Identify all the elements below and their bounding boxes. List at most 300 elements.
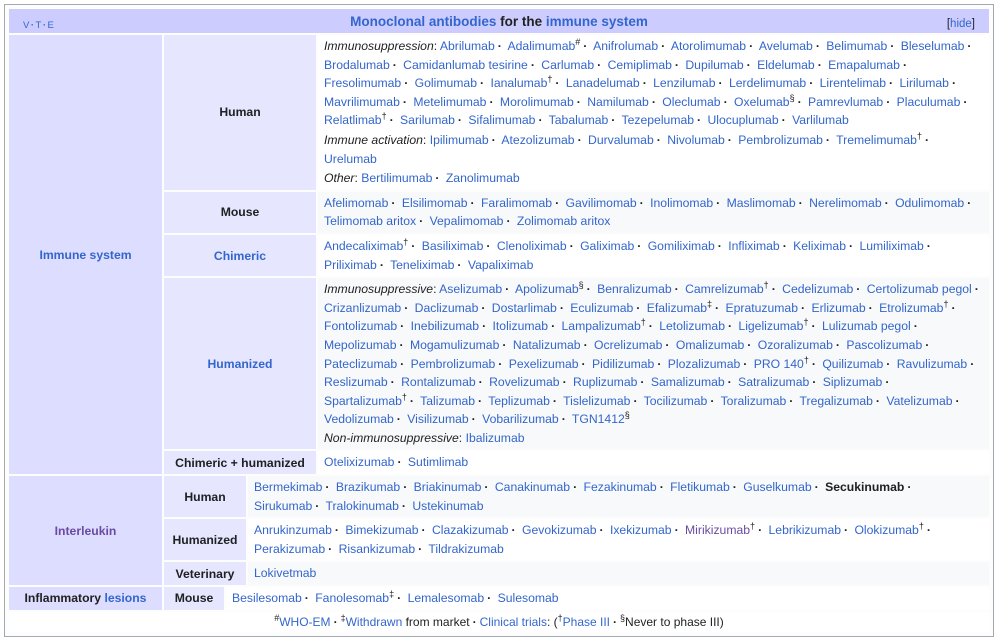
antibody-link[interactable]: Canakinumab (494, 480, 571, 495)
separator: · (472, 614, 477, 629)
antibody-link[interactable]: Placulumab (896, 94, 961, 109)
antibody-link[interactable]: Atezolizumab (501, 132, 575, 147)
antibody-link[interactable]: Mepolizumab (324, 337, 397, 352)
antibody-link[interactable]: Sutimlimab (407, 455, 469, 470)
antibody-link[interactable]: Lenzilumab (653, 76, 716, 91)
antibody-link[interactable]: Fontolizumab (324, 319, 398, 334)
separator: · (782, 238, 787, 253)
antibody-link[interactable]: Lirentelimab (819, 76, 887, 91)
antibody-link[interactable]: Golimumab (414, 76, 477, 91)
antibody-link[interactable]: Afelimomab (324, 195, 389, 210)
antibody-link[interactable]: Reslizumab (324, 375, 388, 390)
antibody-link[interactable]: Oleclumab (662, 94, 721, 109)
antibody-link[interactable]: Vapaliximab (467, 257, 534, 272)
antibody-link[interactable]: Varlilumab (792, 113, 849, 128)
separator: · (390, 375, 395, 390)
separator: · (482, 319, 487, 334)
separator: · (657, 356, 662, 371)
antibody-link[interactable]: Visilizumab (407, 412, 469, 427)
other-items (361, 171, 519, 185)
separator: · (538, 113, 543, 128)
antibody-link[interactable]: Sarilumab (400, 113, 455, 128)
antibody-link[interactable]: Briakinumab (413, 480, 482, 495)
antibody-link[interactable]: Gevokizumab (521, 523, 597, 538)
antibody-link[interactable]: Ipilimumab (429, 132, 489, 147)
separator: · (743, 356, 748, 371)
separator: · (484, 480, 489, 495)
footnote-marker: ‡ (707, 298, 713, 309)
footnote-marker: § (624, 410, 630, 421)
separator: · (559, 300, 564, 315)
non-immunosuppressive-label: Non-immunosuppressive (324, 430, 459, 445)
separator: · (747, 337, 752, 352)
separator: · (530, 57, 535, 72)
separator: · (581, 356, 586, 371)
antibody-link[interactable]: Nerelimomab (809, 195, 882, 210)
subgroup-il-human: Human (162, 476, 246, 519)
separator: · (718, 76, 723, 91)
separator: · (397, 591, 402, 606)
phase-iii-link[interactable]: Phase III (562, 614, 611, 629)
hide-link[interactable]: hide (950, 18, 972, 30)
antibody-link[interactable]: Pembrolizumab (738, 132, 823, 147)
immunosuppressive-label: Immunosuppressive (324, 282, 434, 297)
antibody-link[interactable]: Natalizumab (512, 337, 581, 352)
immune-system-link[interactable]: immune system (545, 13, 648, 29)
antibody-link[interactable]: Brazikumab (335, 480, 401, 495)
separator: · (573, 480, 578, 495)
separator: · (481, 300, 486, 315)
clinical-trials-link[interactable]: Clinical trials (479, 614, 547, 629)
separator: · (325, 480, 330, 495)
antibody-link[interactable]: Tildrakizumab (428, 541, 504, 556)
subgroup-lesions-mouse: Mouse (162, 587, 224, 610)
subgroup-humanized (164, 278, 316, 449)
antibody-link[interactable]: Ravulizumab (896, 356, 968, 371)
separator: · (457, 257, 462, 272)
separator: · (506, 214, 511, 229)
separator: · (478, 393, 483, 408)
human-list (318, 35, 989, 190)
antibody-link[interactable]: Tocilizumab (643, 393, 708, 408)
antibody-link[interactable]: Relatlimab (324, 113, 382, 128)
antibody-link[interactable]: Cedelizumab (782, 282, 854, 297)
mouse-list (318, 192, 989, 233)
separator: · (569, 238, 574, 253)
antibody-link[interactable]: Atorolimumab (670, 39, 747, 53)
antibody-link[interactable]: Daclizumab (414, 300, 479, 315)
antibody-link[interactable]: Otelixizumab (324, 455, 395, 470)
antibody-link[interactable]: Abrilumab (439, 39, 495, 53)
separator: · (402, 94, 407, 109)
who-em-link[interactable]: WHO-EM (279, 614, 331, 629)
separator: · (661, 39, 666, 53)
phase3-symbol: † (557, 612, 563, 623)
current-page-item: Secukinumab (825, 480, 905, 495)
separator: · (886, 356, 891, 371)
separator: · (951, 76, 956, 91)
antibody-link[interactable]: Ocrelizumab (594, 337, 663, 352)
separator: · (401, 498, 406, 513)
separator: · (814, 480, 819, 495)
antibody-link[interactable]: Inolimomab (650, 195, 714, 210)
antibody-link[interactable]: Etrolizumab (879, 300, 944, 315)
antibody-link[interactable]: Sulesomab (497, 591, 559, 606)
antibody-link[interactable]: Galiximab (580, 238, 635, 253)
edit-template-link[interactable]: E (47, 20, 55, 31)
antibody-link[interactable]: Fezakinumab (583, 480, 657, 495)
other-line: Other: Bertilimumab · Zanolimumab (324, 171, 520, 186)
il-humanized-items (254, 523, 934, 556)
separator: · (613, 614, 618, 629)
antibody-link[interactable]: Siplizumab (822, 375, 883, 390)
antibody-link[interactable]: Teneliximab (390, 257, 455, 272)
antibody-link[interactable]: Zanolimumab (445, 171, 520, 186)
antibody-link[interactable]: Bleselumab (900, 39, 965, 53)
antibody-link[interactable]: Vepalimomab (429, 214, 504, 229)
antibody-link[interactable]: Pidilizumab (591, 356, 655, 371)
subgroup-chimeric (164, 235, 316, 276)
antibody-link[interactable]: Tralokinumab (325, 498, 399, 513)
antibody-link[interactable]: Oxelumab (734, 94, 790, 109)
antibody-link[interactable]: Dostarlimab (491, 300, 557, 315)
separator: · (404, 76, 409, 91)
antibody-link[interactable]: Lumiliximab (859, 238, 924, 253)
antibody-link[interactable]: Lemalesomab (407, 591, 485, 606)
il-humanized-list (246, 519, 989, 562)
antibody-link[interactable]: Efalizumab (646, 300, 708, 315)
antibody-link[interactable]: Pascolizumab (846, 337, 923, 352)
antibody-link[interactable]: Lokivetmab (254, 566, 317, 581)
antibody-link[interactable]: Zolimomab aritox (516, 214, 611, 229)
separator: · (418, 541, 423, 556)
separator: · (334, 523, 339, 538)
antibody-link[interactable]: Tremelimumab (836, 132, 917, 147)
antibody-link[interactable]: Spartalizumab (324, 393, 402, 408)
separator: · (727, 375, 732, 390)
antibody-link[interactable]: Sirukumab (254, 498, 313, 513)
separator: · (811, 319, 816, 334)
other-label: Other (324, 171, 355, 186)
antibody-link[interactable]: Pexelizumab (508, 356, 579, 371)
antibody-link[interactable]: Metelimumab (413, 94, 487, 109)
separator: · (771, 282, 776, 297)
antibody-link[interactable]: Rontalizumab (401, 375, 476, 390)
antibody-link[interactable]: Fanolesomab (315, 591, 390, 606)
separator: · (815, 39, 820, 53)
mouse-items (324, 196, 974, 229)
antibody-link[interactable]: Brodalumab (324, 57, 390, 72)
antibody-link[interactable]: Camrelizumab (685, 282, 764, 297)
immunosuppression-label: Immunosuppression (324, 39, 434, 53)
antibody-link[interactable]: Clazakizumab (431, 523, 509, 538)
separator: · (562, 375, 567, 390)
antibody-link[interactable]: Morolimumab (499, 94, 574, 109)
separator: · (727, 319, 733, 334)
footnote-marker: † (763, 280, 769, 291)
antibody-link[interactable]: PRO 140 (753, 356, 804, 371)
interleukin-section (9, 476, 989, 585)
antibody-link[interactable]: Basiliximab (421, 238, 484, 253)
separator: · (890, 39, 895, 53)
antibody-link[interactable]: Infliximab (728, 238, 780, 253)
separator: · (551, 319, 556, 334)
separator: · (400, 356, 405, 371)
footnote-marker: † (918, 521, 924, 532)
antibody-link[interactable]: Mogamulizumab (409, 337, 500, 352)
separator: · (955, 393, 960, 408)
separator: · (715, 300, 720, 315)
separator: · (640, 375, 645, 390)
antibody-link[interactable]: Eldelumab (757, 57, 815, 72)
group-immune-system (9, 35, 162, 474)
separator: · (648, 319, 653, 334)
antibody-link[interactable]: Satralizumab (738, 375, 810, 390)
antibody-link[interactable]: Ruplizumab (573, 375, 638, 390)
subgroup-chimeric-humanized: Chimeric + humanized (164, 451, 316, 474)
antibody-link[interactable]: Anrukinzumab (254, 523, 332, 538)
antibody-link[interactable]: Odulimomab (895, 195, 965, 210)
never-phase3-text: Never to phase III (625, 614, 720, 629)
subgroup-human: Human (164, 35, 316, 190)
talk-template-link[interactable]: T (35, 20, 42, 31)
group-interleukin (9, 476, 162, 585)
antibody-link[interactable]: Belimumab (826, 39, 888, 53)
il-human-list (246, 476, 989, 519)
antibody-link[interactable]: Adalimumab (507, 39, 576, 53)
separator: · (856, 282, 861, 297)
antibody-link[interactable]: Plozalizumab (667, 356, 741, 371)
separator: · (848, 238, 854, 253)
lesions-mouse-items (232, 588, 559, 606)
separator: · (637, 238, 642, 253)
antibody-link[interactable]: Eculizumab (570, 300, 634, 315)
separator: · (489, 94, 494, 109)
antibody-link[interactable]: Teplizumab (488, 393, 550, 408)
humanized-link[interactable]: Humanized (207, 356, 273, 371)
antibody-link[interactable]: Ozoralizumab (757, 337, 833, 352)
antibody-link[interactable]: Mirikizumab (685, 523, 751, 538)
separator: · (716, 195, 721, 210)
antibody-link[interactable]: Tabalumab (548, 113, 609, 128)
antibody-link[interactable]: Olokizumab (854, 523, 919, 538)
separator: · (798, 195, 803, 210)
antibody-link[interactable]: Bimekizumab (345, 523, 419, 538)
separator: · (967, 195, 972, 210)
withdrawn-link[interactable]: Withdrawn (345, 614, 403, 629)
antibody-link[interactable]: Gavilimomab (565, 195, 637, 210)
antibody-link[interactable]: Itolizumab (492, 319, 549, 334)
antibody-link[interactable]: Ixekizumab (609, 523, 672, 538)
separator: · (844, 523, 849, 538)
separator: · (723, 94, 728, 109)
antibody-link[interactable]: Perakizumab (254, 541, 326, 556)
separator: · (811, 356, 816, 371)
antibody-link[interactable]: Tislelizumab (563, 393, 631, 408)
antibody-link[interactable]: Bermekimab (254, 480, 323, 495)
antibody-link[interactable]: Mavrilimumab (324, 94, 400, 109)
immune-activation-label: Immune activation (324, 132, 423, 147)
antibody-link[interactable]: Dupilumab (685, 57, 744, 72)
antibody-link[interactable]: Ustekinumab (412, 498, 484, 513)
antibody-link[interactable]: Lampalizumab (561, 319, 641, 334)
separator: · (886, 94, 891, 109)
antibody-link[interactable]: Vatelizumab (886, 393, 953, 408)
antibody-link[interactable]: Risankizumab (338, 541, 416, 556)
antibody-link[interactable]: Crizanlizumab (324, 300, 402, 315)
antibody-link[interactable]: Lerdelimumab (728, 76, 807, 91)
separator: · (758, 523, 763, 538)
separator: · (471, 412, 476, 427)
antibody-link[interactable]: Faralimomab (480, 195, 553, 210)
antibody-link[interactable]: Epratuzumab (725, 300, 798, 315)
antibody-link[interactable]: Ianalumab (490, 76, 548, 91)
lesions-link[interactable]: lesions (104, 591, 147, 606)
antibody-link[interactable]: Pembrolizumab (410, 356, 496, 371)
antibody-link[interactable]: Tregalizumab (799, 393, 873, 408)
antibody-link[interactable]: Ligelizumab (738, 319, 804, 334)
antibody-link[interactable]: TGN1412 (571, 412, 625, 427)
separator: · (868, 300, 873, 315)
antibody-link[interactable]: Certolizumab pegol (866, 282, 972, 297)
view-template-link[interactable]: V (23, 20, 30, 31)
withdrawn-symbol: ‡ (340, 612, 346, 623)
navbox-monoclonal-antibodies-immune (4, 4, 994, 637)
antibody-link[interactable]: Durvalumab (588, 132, 654, 147)
antibody-link[interactable]: Rovelizumab (489, 375, 560, 390)
monoclonal-antibodies-link[interactable]: Monoclonal antibodies (350, 13, 497, 29)
antibody-link[interactable]: Vedolizumab (324, 412, 394, 427)
antibody-link[interactable]: Camidanlumab tesirine (403, 57, 528, 72)
subgroup-il-humanized: Humanized (162, 519, 246, 562)
antibody-link[interactable]: Erlizumab (811, 300, 866, 315)
antibody-link[interactable]: Gomiliximab (647, 238, 715, 253)
hide-toggle[interactable]: [hide] (946, 18, 975, 30)
footnote-marker: ‡ (389, 588, 395, 599)
antibody-link[interactable]: Nivolumab (667, 132, 725, 147)
separator: · (875, 393, 880, 408)
humanized-list (318, 278, 989, 449)
footnote-marker: § (578, 280, 584, 291)
footnote-marker: † (403, 236, 409, 247)
antibody-link[interactable]: Priliximab (324, 257, 377, 272)
antibody-link[interactable]: Elsilimomab (401, 195, 468, 210)
antibody-link[interactable]: Benralizumab (597, 282, 672, 297)
separator: · (421, 523, 426, 538)
antibody-link[interactable]: Avelumab (758, 39, 813, 53)
antibody-link[interactable]: Tezepelumab (621, 113, 695, 128)
antibody-link[interactable]: Apolizumab (514, 282, 579, 297)
antibody-link[interactable]: Cemiplimab (607, 57, 672, 72)
antibody-link[interactable]: Omalizumab (675, 337, 745, 352)
antibody-link[interactable]: Lanadelumab (565, 76, 640, 91)
separator: · (411, 238, 416, 253)
separator: · (396, 412, 401, 427)
separator: · (913, 319, 918, 334)
antibody-link[interactable]: Toralizumab (720, 393, 787, 408)
antibody-link[interactable]: Letolizumab (659, 319, 725, 334)
footnote-marker: † (401, 391, 407, 402)
footnote-marker: † (640, 317, 646, 328)
separator: · (710, 393, 715, 408)
antibody-link[interactable]: Carlumab (541, 57, 595, 72)
antibody-link[interactable]: Inebilizumab (410, 319, 480, 334)
never-symbol: § (620, 612, 626, 623)
separator: · (817, 57, 822, 72)
antibody-link[interactable]: Telimomab aritox (324, 214, 417, 229)
interleukin-link[interactable]: Interleukin (54, 523, 117, 538)
navbox-footer (9, 612, 989, 632)
separator: · (797, 94, 802, 109)
antibody-link[interactable]: Guselkumab (743, 480, 812, 495)
antibody-link[interactable]: Besilesomab (232, 591, 302, 606)
separator: · (502, 337, 507, 352)
separator: · (30, 20, 35, 31)
separator: · (392, 57, 397, 72)
separator: · (781, 113, 786, 128)
antibody-link[interactable]: Maslimomab (726, 195, 796, 210)
chimeric-items (324, 236, 934, 272)
antibody-link[interactable]: Emapalumab (828, 57, 900, 72)
antibody-link[interactable]: Ulocuplumab (707, 113, 779, 128)
antibody-link[interactable]: Andecaliximab (324, 238, 404, 253)
separator: · (636, 300, 641, 315)
antibody-link[interactable]: Anifrolumab (593, 39, 659, 53)
antibody-link[interactable]: Lulizumab pegol (821, 319, 911, 334)
separator: · (552, 393, 557, 408)
antibody-link[interactable]: Fletikumab (670, 480, 730, 495)
antibody-link[interactable]: Namilumab (587, 94, 649, 109)
antibody-link[interactable]: Vobarilizumab (482, 412, 559, 427)
chimeric-link[interactable]: Chimeric (213, 248, 267, 263)
antibody-link[interactable]: Urelumab (324, 151, 377, 166)
antibody-link[interactable]: Ibalizumab (465, 430, 525, 445)
separator: · (902, 57, 908, 72)
vte-links (23, 20, 54, 31)
non-immunosuppressive-items (466, 431, 525, 445)
antibody-link[interactable]: Pamrevlumab (808, 94, 884, 109)
antibody-link[interactable]: Quilizumab (822, 356, 884, 371)
antibody-link[interactable]: Samalizumab (650, 375, 725, 390)
antibody-link[interactable]: Sifalimumab (468, 113, 536, 128)
antibody-link[interactable]: Bertilimumab (361, 171, 433, 186)
antibody-link[interactable]: Fresolimumab (324, 76, 402, 91)
immunosuppression-line: Immunosuppression: Abrilumab · Adalimumab# · Anifrolumab · Atorolimumab · Avelumab · Belimumab · Bleselumab · Brodalumab · Camidanlumab tesirine · Carlumab · Cemiplimab · Dupilumab · Eldelumab · Emapalumab · Fresolimumab · Golimumab · Ianalumab† · Lanadelumab · Lenzilumab · Lerdelimumab · Lirentelimab · Lirilumab · Mavrilimumab · Metelimumab · Morolimumab · Namilumab · Oleclumab · Oxelumab§ · Pamrevlumab · Placulumab · Relatlimab† · Sarilumab · Sifalimumab · Tabalumab · Tezepelumab · Ulocuplumab · Varlilumab (324, 37, 983, 130)
immune-system-group-link[interactable]: Immune system (39, 247, 132, 262)
separator: · (328, 541, 333, 556)
separator: · (42, 20, 47, 31)
antibody-link[interactable]: Clenoliximab (496, 238, 567, 253)
antibody-link[interactable]: Keliximab (793, 238, 846, 253)
separator: · (642, 76, 647, 91)
footnote-marker: † (943, 298, 949, 309)
separator: · (611, 113, 616, 128)
antibody-link[interactable]: Talizumab (420, 393, 476, 408)
antibody-link[interactable]: Pateclizumab (324, 356, 398, 371)
separator: · (498, 356, 503, 371)
footnote-marker: # (575, 36, 581, 47)
antibody-link[interactable]: Aselizumab (439, 282, 503, 297)
antibody-link[interactable]: Lebrikizumab (768, 523, 841, 538)
separator: · (659, 480, 664, 495)
separator: · (487, 591, 492, 606)
separator: · (555, 195, 560, 210)
antibody-link[interactable]: Lirilumab (899, 76, 949, 91)
inflammatory-table (9, 587, 989, 610)
navbox-title (15, 14, 983, 29)
separator: · (409, 393, 414, 408)
withdrawn-text: from market (402, 614, 470, 629)
